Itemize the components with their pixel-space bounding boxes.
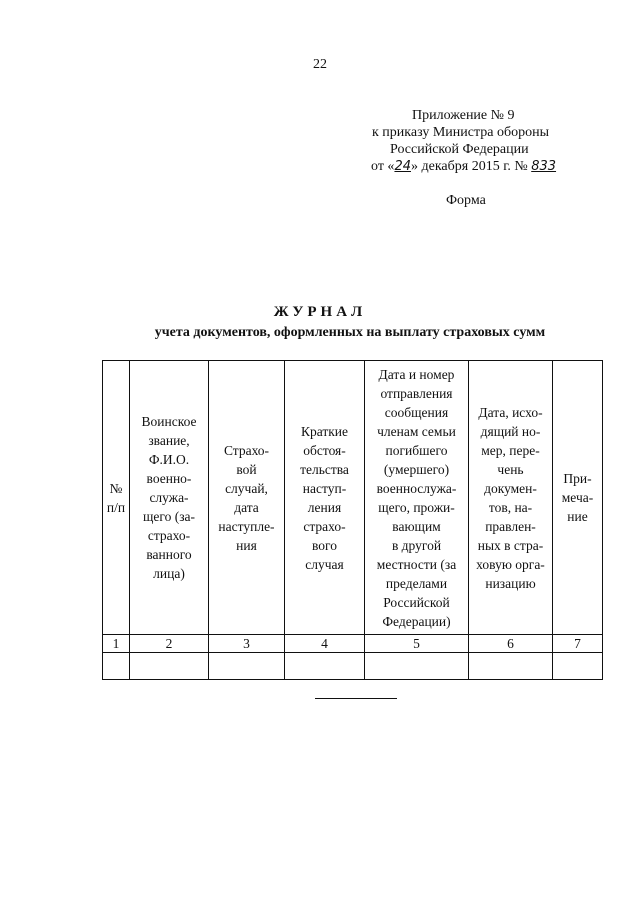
- column-number: 3: [209, 635, 285, 653]
- header-cell-insured-event: Страхо- вой случай, дата наступле- ния: [209, 361, 285, 635]
- appendix-order: к приказу Министра обороны: [372, 125, 549, 140]
- appendix-federation: Российской Федерации: [390, 142, 529, 157]
- end-rule: [315, 698, 397, 699]
- empty-cell: [553, 653, 603, 680]
- column-number: 7: [553, 635, 603, 653]
- appendix-date-line: [360, 158, 600, 175]
- empty-cell: [365, 653, 469, 680]
- empty-cell: [209, 653, 285, 680]
- handwritten-number: 833: [531, 159, 557, 174]
- journal-title: ЖУРНАЛ: [273, 304, 367, 320]
- journal-subtitle: учета документов, оформленных на выплату страховых сумм: [154, 325, 546, 340]
- appendix-title: Приложение № 9: [412, 108, 515, 123]
- empty-cell: [130, 653, 209, 680]
- journal-table: [102, 360, 603, 680]
- header-cell-serviceman: Воинское звание, Ф.И.О. военно- служа- щего (за- страхо- ванного лица): [130, 361, 209, 635]
- form-label: Форма: [446, 193, 486, 208]
- appendix-block: [360, 107, 600, 175]
- empty-cell: [285, 653, 365, 680]
- header-cell-number: № п/п: [103, 361, 130, 635]
- column-number: 5: [365, 635, 469, 653]
- header-cell-note: При- меча- ние: [553, 361, 603, 635]
- page-number: 22: [313, 57, 327, 72]
- column-number: 4: [285, 635, 365, 653]
- column-number-row: [103, 635, 603, 653]
- empty-cell: [103, 653, 130, 680]
- empty-entry-row: [103, 653, 603, 680]
- header-cell-circumstances: Краткие обстоя- тельства наступ- ления страхо- вого случая: [285, 361, 365, 635]
- column-number: 6: [469, 635, 553, 653]
- column-number: 1: [103, 635, 130, 653]
- date-prefix: от «: [371, 159, 395, 174]
- column-number: 2: [130, 635, 209, 653]
- empty-cell: [469, 653, 553, 680]
- handwritten-day: 24: [394, 159, 411, 174]
- header-cell-documents: Дата, исхо- дящий но- мер, пере- чень докумен- тов, на- правлен- ных в стра- ховую орга- низацию: [469, 361, 553, 635]
- date-middle: » декабря 2015 г. №: [410, 159, 532, 174]
- header-row: [103, 361, 603, 635]
- header-cell-message: Дата и номер отправления сообщения членам семьи погибшего (умершего) военнослужа- щего, прожи- вающим в другой местности (за пределами Российской Федерации): [365, 361, 469, 635]
